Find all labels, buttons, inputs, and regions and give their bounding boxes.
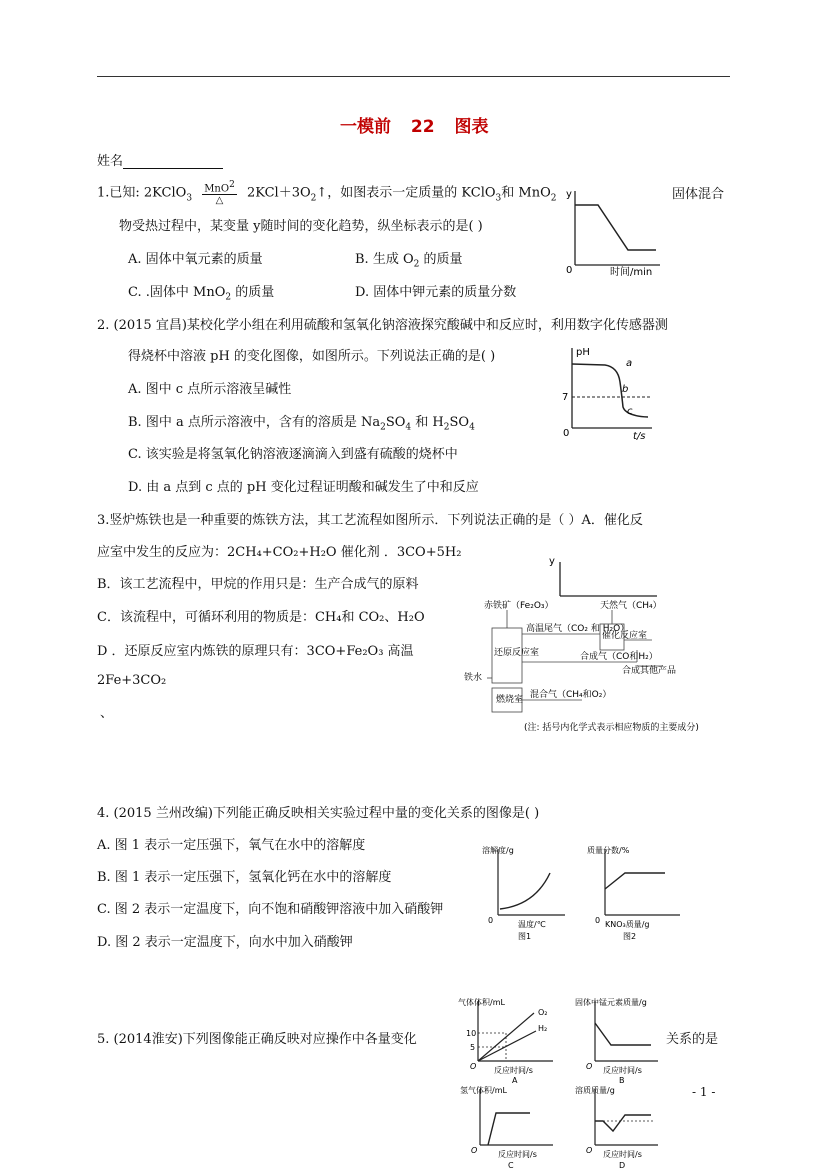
name-line (97, 150, 223, 169)
svg-text:反应时间/s: 反应时间/s (603, 1066, 642, 1075)
svg-text:0: 0 (563, 428, 570, 439)
svg-text:B: B (619, 1076, 625, 1085)
svg-text:图1: 图1 (518, 932, 532, 941)
q3-option-d[interactable]: D ．还原反应室内炼铁的原理只有：3CO+Fe₂O₃ 高温 (97, 644, 414, 659)
svg-text:合成其他产品: 合成其他产品 (622, 666, 677, 676)
svg-text:O: O (586, 1146, 593, 1155)
svg-text:O₂: O₂ (538, 1008, 548, 1017)
q4-option-d[interactable]: D. 图 2 表示一定温度下，向水中加入硝酸钾 (97, 935, 353, 950)
svg-text:合成气（CO和H₂）: 合成气（CO和H₂） (580, 652, 658, 662)
svg-text:O: O (586, 1062, 593, 1071)
svg-text:t/s: t/s (633, 431, 646, 442)
q1-condition: $\frac{MnO^2}{\triangle}$ (204, 180, 235, 207)
q3-option-b[interactable]: B．该工艺流程中，甲烷的作用只是：生产合成气的原料 (97, 577, 419, 592)
q3-option-c[interactable]: C．该流程中，可循环利用的物质是：CH₄和 CO₂、H₂O (97, 610, 425, 625)
q4-option-b[interactable]: B. 图 1 表示一定压强下，氢氧化钙在水中的溶解度 (97, 870, 392, 885)
name-label: 姓名 (97, 154, 124, 169)
q3-empty-graph (545, 552, 660, 602)
svg-text:高温尾气（CO₂ 和 H₂O）: 高温尾气（CO₂ 和 H₂O） (526, 624, 630, 634)
svg-text:10: 10 (466, 1029, 477, 1038)
q5-graph-c (458, 1085, 558, 1170)
q1-line2: 物受热过程中，某变量 y随时间的变化趋势，纵坐标表示的是( ) (119, 219, 483, 234)
q4-line1: 4. (2015 兰州改编)下列能正确反映相关实验过程中量的变化关系的图像是( ) (97, 806, 540, 821)
svg-text:赤铁矿（Fe₂O₃）: 赤铁矿（Fe₂O₃） (484, 601, 554, 611)
svg-text:反应时间/s: 反应时间/s (603, 1150, 642, 1159)
svg-text:溶质质量/g: 溶质质量/g (575, 1086, 615, 1095)
svg-text:y: y (549, 556, 555, 567)
q4-option-c[interactable]: C. 图 2 表示一定温度下，向不饱和硝酸钾溶液中加入硝酸钾 (97, 902, 444, 917)
header-rule (97, 76, 730, 77)
q2-option-a[interactable]: A. 图中 c 点所示溶液呈碱性 (128, 382, 292, 397)
q3-mark: 、 (100, 706, 114, 721)
q3-flowchart (462, 600, 699, 740)
q2-option-b[interactable]: B. 图中 a 点所示溶液中，含有的溶质是 $Na_2SO_4$ 和 $H_2SO_4$ (128, 415, 475, 433)
q5-line1-tail: 关系的是 (666, 1032, 719, 1047)
svg-text:O: O (471, 1146, 478, 1155)
svg-text:KNO₃质量/g: KNO₃质量/g (605, 920, 650, 929)
q1-option-d[interactable]: D. 固体中钾元素的质量分数 (355, 285, 517, 300)
svg-text:温度/℃: 温度/℃ (518, 920, 546, 929)
svg-text:a: a (626, 358, 633, 369)
q5-graph-d (573, 1085, 663, 1170)
q2-line2: 得烧杯中溶液 pH 的变化图像，如图所示。下列说法正确的是( ) (128, 349, 496, 364)
svg-text:气体体积/mL: 气体体积/mL (458, 998, 505, 1007)
svg-text:(注: 括号内化学式表示相应物质的主要成分): (注: 括号内化学式表示相应物质的主要成分) (524, 723, 699, 733)
svg-text:氢气体积/mL: 氢气体积/mL (460, 1086, 507, 1095)
svg-text:铁水: 铁水 (464, 673, 483, 683)
svg-text:C: C (508, 1161, 514, 1170)
svg-text:反应时间/s: 反应时间/s (498, 1150, 537, 1159)
svg-text:混合气（CH₄和O₂）: 混合气（CH₄和O₂） (530, 690, 612, 700)
svg-text:y: y (566, 189, 572, 200)
page-number: - 1 - (692, 1085, 716, 1099)
svg-text:D: D (619, 1161, 626, 1170)
svg-text:反应时间/s: 反应时间/s (494, 1066, 533, 1075)
q1-tail: 固体混合 (672, 187, 725, 202)
q1-option-b[interactable]: B. 生成 $O_2$ 的质量 (355, 252, 463, 270)
q2-line1: 2. (2015 宜昌)某校化学小组在利用硫酸和氢氧化钠溶液探究酸碱中和反应时，利用数字化传感器测 (97, 318, 668, 333)
q2-option-c[interactable]: C. 该实验是将氢氧化钠溶液逐滴滴入到盛有硫酸的烧杯中 (128, 447, 458, 462)
svg-text:溶解度/g: 溶解度/g (482, 846, 514, 855)
svg-text:质量分数/%: 质量分数/% (587, 846, 630, 855)
q3-line1: 3.竖炉炼铁也是一种重要的炼铁方法，其工艺流程如图所示．下列说法正确的是（ ）A．催化反 (97, 513, 643, 528)
svg-text:时间/min: 时间/min (610, 267, 653, 278)
svg-text:H₂: H₂ (538, 1024, 548, 1033)
q5-graph-a (458, 995, 558, 1085)
q4-fig2 (585, 843, 685, 943)
svg-text:0: 0 (595, 916, 601, 925)
q1-line1: 1.已知: 2KClO$_3$ $\frac{MnO^2}{\triangle}$ $2KCl+3O_2↑$，如图表示一定质量的 KClO$_3$和 MnO$_2$ (97, 180, 557, 207)
page-title: 一模前 22 图表 (340, 117, 489, 137)
q5-line1: 5. (2014淮安)下列图像能正确反映对应操作中各量变化 (97, 1032, 417, 1047)
svg-text:5: 5 (470, 1043, 476, 1052)
q3-line2: 应室中发生的反应为：2CH₄+CO₂+H₂O 催化剂 ．3CO+5H₂ (97, 545, 462, 560)
q1-option-c[interactable]: C. .固体中 MnO$_2$ 的质量 (128, 285, 275, 303)
q5-graph-b (573, 995, 663, 1085)
q2-option-d[interactable]: D. 由 a 点到 c 点的 pH 变化过程证明酸和碱发生了中和反应 (128, 480, 479, 495)
q3-option-d-cont: 2Fe+3CO₂ (97, 673, 167, 688)
svg-text:0: 0 (488, 916, 494, 925)
q1-graph (560, 185, 665, 277)
svg-text:燃烧室: 燃烧室 (496, 695, 524, 705)
svg-text:pH: pH (576, 347, 590, 358)
svg-text:0: 0 (566, 265, 573, 276)
q1-option-a[interactable]: A. 固体中氧元素的质量 (128, 252, 263, 267)
svg-text:A: A (512, 1076, 518, 1085)
svg-text:还原反应室: 还原反应室 (494, 648, 540, 658)
name-blank[interactable] (123, 156, 223, 169)
svg-text:c: c (627, 406, 633, 417)
svg-text:催化反应室: 催化反应室 (602, 631, 648, 641)
svg-text:7: 7 (562, 392, 569, 403)
svg-text:天然气（CH₄）: 天然气（CH₄） (600, 601, 662, 611)
svg-text:固体中锰元素质量/g: 固体中锰元素质量/g (575, 998, 647, 1007)
q2-graph (560, 342, 660, 442)
svg-text:b: b (622, 384, 629, 395)
q4-option-a[interactable]: A. 图 1 表示一定压强下，氧气在水中的溶解度 (97, 838, 366, 853)
svg-text:O: O (470, 1062, 477, 1071)
q4-fig1 (480, 843, 570, 943)
svg-text:图2: 图2 (623, 932, 637, 941)
